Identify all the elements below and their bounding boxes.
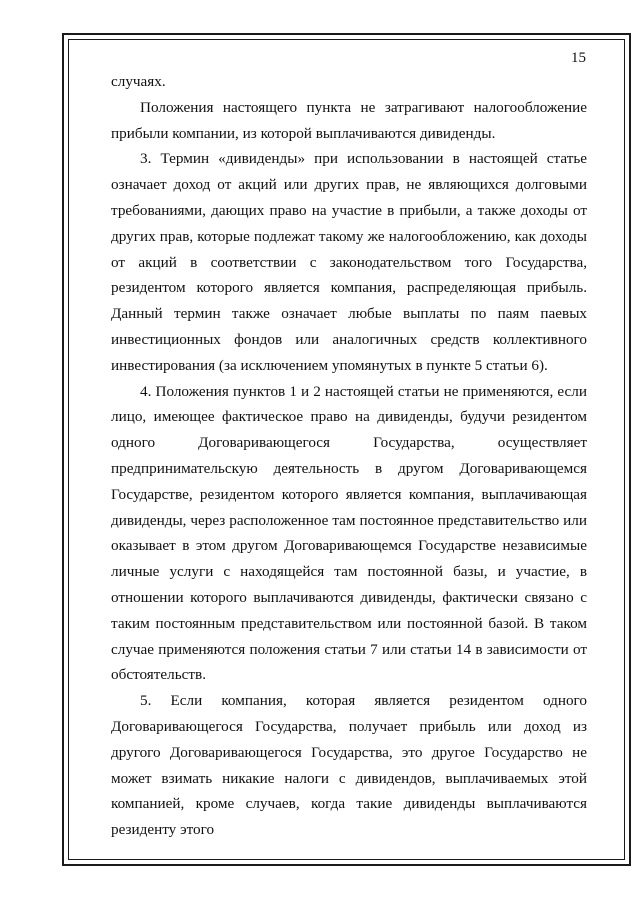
page-number: 15 — [571, 50, 586, 66]
paragraph-taxation-note: Положения настоящего пункта не затрагивают налогообложение прибыли компании, из которой выплачиваются дивиденды. — [111, 98, 587, 142]
paragraph-point-4: 4. Положения пунктов 1 и 2 настоящей статьи не применяются, если лицо, имеющее фактическое право на дивиденды, будучи резидентом одного Договаривающегося Государства, осуществляет предпринимательскую деятельность в другом Договаривающемся Государстве, резидентом которого является компания, выплачивающая дивиденды, через расположенное там постоянное представительство или оказывает в этом другом Договаривающемся Государстве независимые личные услуги с находящейся там постоянной базы, и участие, в отношении которого выплачиваются дивиденды, фактически связано с таким постоянным представительством или постоянной базой. В таком случае применяются положения статьи 7 или статьи 14 в зависимости от обстоятельств. — [111, 382, 587, 684]
paragraph-point-5: 5. Если компания, которая является резидентом одного Договаривающегося Государства, получает прибыль или доход из другого Договаривающегося Государства, это другое Государство не может взимать никакие налоги с дивидендов, выплачиваемых этой компанией, кроме случаев, когда такие дивиденды выплачиваются резиденту этого — [111, 692, 587, 839]
paragraph-point-3: 3. Термин «дивиденды» при использовании в настоящей статье означает доход от акций или других прав, не являющихся долговыми требованиями, дающих право на участие в прибыли, а также доходы от других прав, которые подлежат такому же налогообложению, как доходы от акций в соответствии с законодательством того Государства, резидентом которого является компания, распределяющая прибыль. Данный термин также означает любые выплаты по паям паевых инвестиционных фондов или аналогичных средств коллективного инвестирования (за исключением упомянутых в пункте 5 статьи 6). — [111, 150, 587, 374]
document-body — [111, 69, 587, 843]
paragraph-continuation: случаях. — [111, 73, 166, 90]
